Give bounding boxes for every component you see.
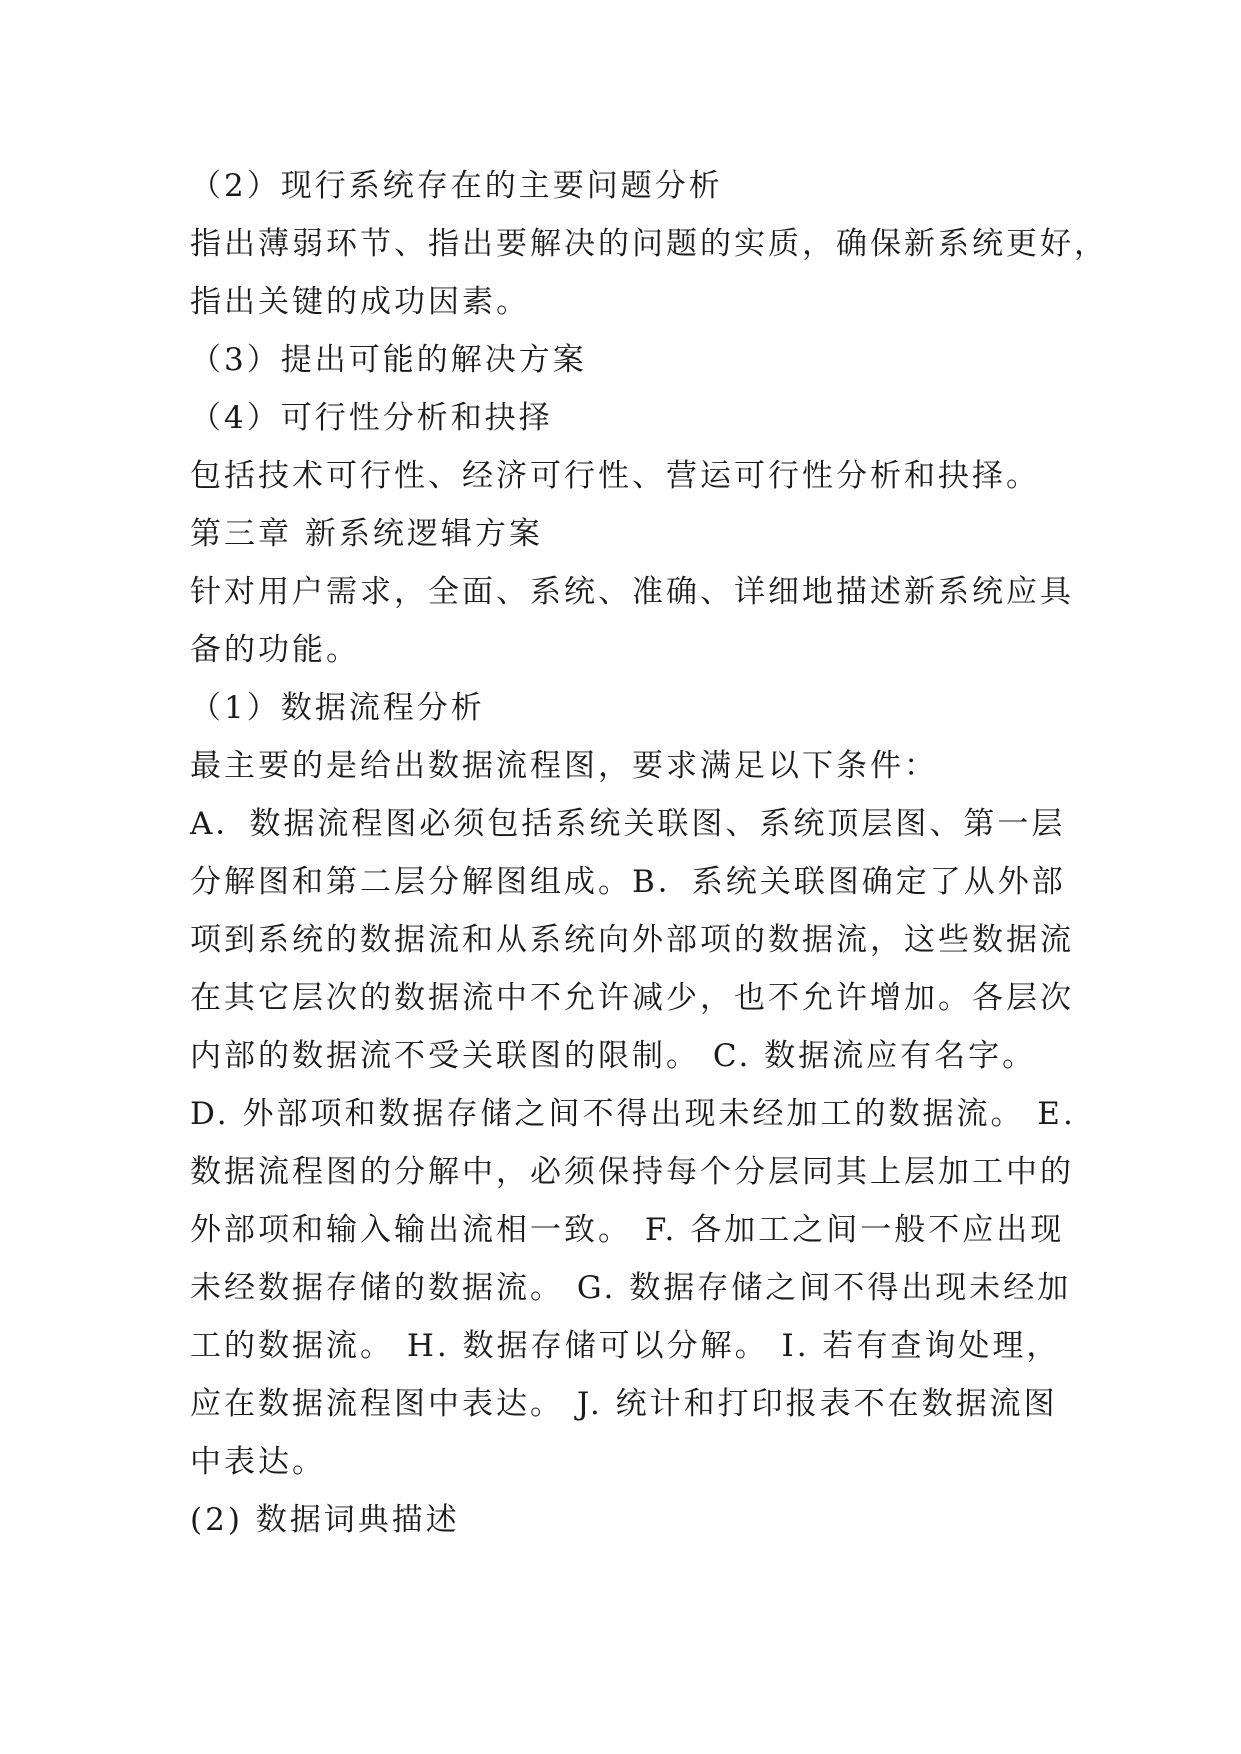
section-heading-solutions: （3）提出可能的解决方案 [190,342,587,378]
paragraph-line: 指出薄弱环节、指出要解决的问题的实质，确保新系统更好， [190,226,1108,262]
chapter-heading: 第三章 新系统逻辑方案 [190,516,543,552]
section-heading-dataflow: （1）数据流程分析 [190,690,485,726]
paragraph-line: A．数据流程图必须包括系统关联图、系统顶层图、第一层 [190,806,1066,842]
paragraph-line: 针对用户需求，全面、系统、准确、详细地描述新系统应具 [190,574,1074,610]
paragraph-line: 工的数据流。 H. 数据存储可以分解。 I. 若有查询处理， [190,1328,1061,1364]
paragraph-line: 中表达。 [190,1444,326,1480]
paragraph-line: 外部项和输入输出流相一致。 F. 各加工之间一般不应出现 [190,1212,1065,1248]
paragraph-line: 未经数据存储的数据流。 G. 数据存储之间不得出现未经加 [190,1270,1072,1306]
paragraph-line: 应在数据流程图中表达。 J. 统计和打印报表不在数据流图 [190,1386,1058,1422]
document-body [190,157,1108,1549]
section-heading-feasibility: （4）可行性分析和抉择 [190,400,553,436]
paragraph-line: 指出关键的成功因素。 [190,284,530,320]
section-heading-problems: （2）现行系统存在的主要问题分析 [190,168,723,204]
section-heading-dictionary: (2) 数据词典描述 [190,1502,460,1538]
paragraph-line: 内部的数据流不受关联图的限制。 C. 数据流应有名字。 [190,1038,1037,1074]
paragraph-line: 在其它层次的数据流中不允许减少，也不允许增加。各层次 [190,980,1074,1016]
paragraph-line: 项到系统的数据流和从系统向外部项的数据流，这些数据流 [190,922,1074,958]
paragraph-line: 包括技术可行性、经济可行性、营运可行性分析和抉择。 [190,458,1040,494]
paragraph-line: 最主要的是给出数据流程图，要求满足以下条件： [190,748,938,784]
paragraph-line: 分解图和第二层分解图组成。B．系统关联图确定了从外部 [190,864,1066,900]
paragraph-line: 数据流程图的分解中，必须保持每个分层同其上层加工中的 [190,1154,1074,1190]
paragraph-line: D. 外部项和数据存储之间不得出现未经加工的数据流。 E. [190,1096,1076,1132]
paragraph-line: 备的功能。 [190,632,360,668]
